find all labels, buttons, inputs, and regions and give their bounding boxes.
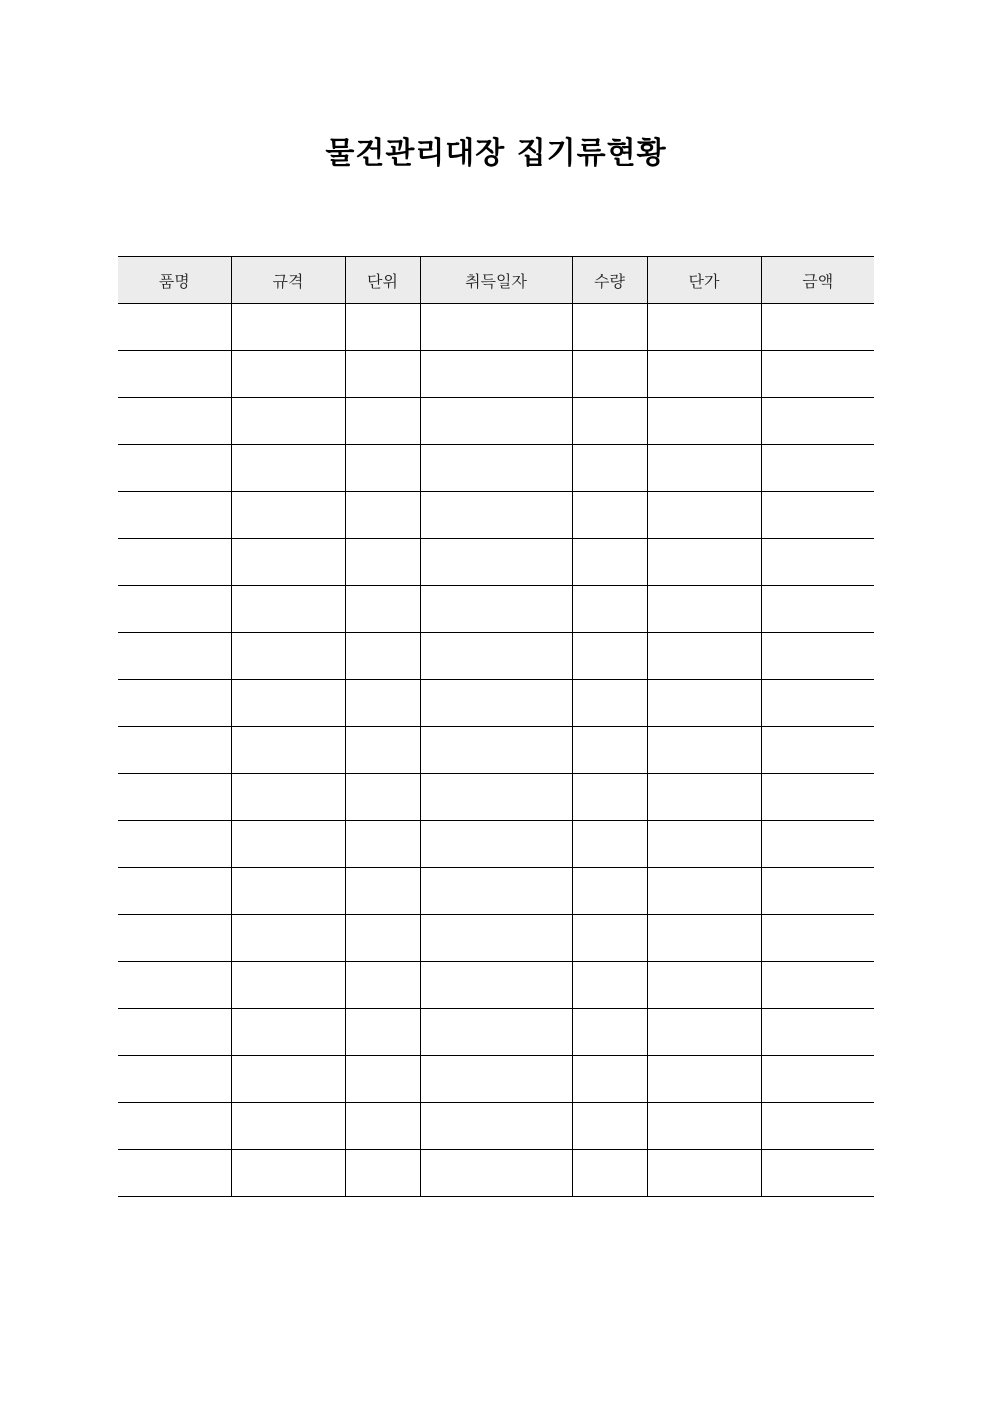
inventory-table	[118, 256, 874, 1197]
table-row	[118, 1150, 874, 1197]
table-cell-unit-price[interactable]	[647, 868, 761, 915]
table-row	[118, 821, 874, 868]
table-cell-unit[interactable]	[345, 1009, 420, 1056]
table-row	[118, 1056, 874, 1103]
table-cell-quantity[interactable]	[572, 915, 647, 962]
column-header-specification: 규격	[231, 257, 345, 304]
table-cell-amount[interactable]	[761, 868, 874, 915]
table-cell-quantity[interactable]	[572, 398, 647, 445]
column-header-quantity: 수량	[572, 257, 647, 304]
table-row	[118, 962, 874, 1009]
table-row	[118, 304, 874, 351]
table-cell-item-name[interactable]	[118, 398, 231, 445]
table-cell-amount[interactable]	[761, 539, 874, 586]
table-cell-quantity[interactable]	[572, 1150, 647, 1197]
table-cell-item-name[interactable]	[118, 1150, 231, 1197]
table-cell-item-name[interactable]	[118, 539, 231, 586]
table-cell-quantity[interactable]	[572, 539, 647, 586]
table-cell-unit[interactable]	[345, 821, 420, 868]
table-row	[118, 398, 874, 445]
table-cell-item-name[interactable]	[118, 492, 231, 539]
table-cell-acquisition-date[interactable]	[420, 868, 572, 915]
table-cell-specification[interactable]	[231, 962, 345, 1009]
table-cell-specification[interactable]	[231, 398, 345, 445]
table-cell-unit-price[interactable]	[647, 915, 761, 962]
table-cell-item-name[interactable]	[118, 727, 231, 774]
table-cell-unit-price[interactable]	[647, 1056, 761, 1103]
table-cell-unit[interactable]	[345, 633, 420, 680]
table-cell-quantity[interactable]	[572, 304, 647, 351]
table-cell-quantity[interactable]	[572, 633, 647, 680]
table-cell-acquisition-date[interactable]	[420, 821, 572, 868]
table-cell-acquisition-date[interactable]	[420, 774, 572, 821]
table-cell-quantity[interactable]	[572, 1056, 647, 1103]
table-row	[118, 727, 874, 774]
table-cell-specification[interactable]	[231, 774, 345, 821]
table-cell-unit-price[interactable]	[647, 398, 761, 445]
table-cell-specification[interactable]	[231, 868, 345, 915]
table-cell-amount[interactable]	[761, 774, 874, 821]
table-cell-unit[interactable]	[345, 774, 420, 821]
table-cell-amount[interactable]	[761, 304, 874, 351]
table-cell-specification[interactable]	[231, 586, 345, 633]
table-cell-amount[interactable]	[761, 680, 874, 727]
table-cell-unit-price[interactable]	[647, 962, 761, 1009]
table-cell-amount[interactable]	[761, 351, 874, 398]
column-header-amount: 금액	[761, 257, 874, 304]
column-header-acquisition-date: 취득일자	[420, 257, 572, 304]
table-cell-acquisition-date[interactable]	[420, 1009, 572, 1056]
table-cell-amount[interactable]	[761, 492, 874, 539]
table-cell-acquisition-date[interactable]	[420, 492, 572, 539]
table-cell-amount[interactable]	[761, 962, 874, 1009]
column-header-unit-price: 단가	[647, 257, 761, 304]
table-cell-specification[interactable]	[231, 351, 345, 398]
table-cell-quantity[interactable]	[572, 821, 647, 868]
table-cell-unit-price[interactable]	[647, 351, 761, 398]
table-row	[118, 445, 874, 492]
table-cell-unit-price[interactable]	[647, 1009, 761, 1056]
table-cell-item-name[interactable]	[118, 633, 231, 680]
table-cell-amount[interactable]	[761, 915, 874, 962]
table-cell-item-name[interactable]	[118, 1056, 231, 1103]
table-cell-amount[interactable]	[761, 1150, 874, 1197]
table-cell-acquisition-date[interactable]	[420, 304, 572, 351]
table-cell-item-name[interactable]	[118, 1103, 231, 1150]
table-cell-unit-price[interactable]	[647, 304, 761, 351]
table-cell-acquisition-date[interactable]	[420, 1103, 572, 1150]
table-cell-quantity[interactable]	[572, 774, 647, 821]
table-cell-quantity[interactable]	[572, 868, 647, 915]
table-cell-quantity[interactable]	[572, 1103, 647, 1150]
table-cell-unit-price[interactable]	[647, 633, 761, 680]
table-cell-acquisition-date[interactable]	[420, 586, 572, 633]
table-cell-specification[interactable]	[231, 304, 345, 351]
table-row	[118, 539, 874, 586]
table-row	[118, 633, 874, 680]
table-cell-specification[interactable]	[231, 633, 345, 680]
table-row	[118, 680, 874, 727]
table-cell-specification[interactable]	[231, 1009, 345, 1056]
table-cell-specification[interactable]	[231, 821, 345, 868]
table-cell-unit[interactable]	[345, 727, 420, 774]
table-cell-unit[interactable]	[345, 962, 420, 1009]
table-cell-specification[interactable]	[231, 727, 345, 774]
table-cell-unit-price[interactable]	[647, 586, 761, 633]
table-cell-amount[interactable]	[761, 398, 874, 445]
table-cell-acquisition-date[interactable]	[420, 398, 572, 445]
table-cell-amount[interactable]	[761, 633, 874, 680]
column-header-item-name: 품명	[118, 257, 231, 304]
table-cell-acquisition-date[interactable]	[420, 727, 572, 774]
table-cell-specification[interactable]	[231, 915, 345, 962]
table-cell-amount[interactable]	[761, 821, 874, 868]
table-cell-unit[interactable]	[345, 1103, 420, 1150]
table-cell-item-name[interactable]	[118, 351, 231, 398]
table-cell-quantity[interactable]	[572, 962, 647, 1009]
table-cell-item-name[interactable]	[118, 821, 231, 868]
table-row	[118, 351, 874, 398]
table-cell-specification[interactable]	[231, 1103, 345, 1150]
table-cell-acquisition-date[interactable]	[420, 1056, 572, 1103]
table-row	[118, 1009, 874, 1056]
table-row	[118, 492, 874, 539]
page-title: 물건관리대장 집기류현황	[325, 136, 667, 171]
table-cell-amount[interactable]	[761, 727, 874, 774]
table-cell-unit[interactable]	[345, 398, 420, 445]
table-cell-acquisition-date[interactable]	[420, 1150, 572, 1197]
table-cell-unit-price[interactable]	[647, 821, 761, 868]
table-row	[118, 586, 874, 633]
table-cell-item-name[interactable]	[118, 304, 231, 351]
table-cell-unit[interactable]	[345, 304, 420, 351]
table-cell-unit[interactable]	[345, 915, 420, 962]
table-cell-quantity[interactable]	[572, 727, 647, 774]
table-cell-item-name[interactable]	[118, 445, 231, 492]
table-cell-specification[interactable]	[231, 445, 345, 492]
table-cell-item-name[interactable]	[118, 586, 231, 633]
table-row	[118, 915, 874, 962]
table-cell-specification[interactable]	[231, 1056, 345, 1103]
table-cell-unit-price[interactable]	[647, 680, 761, 727]
table-cell-acquisition-date[interactable]	[420, 633, 572, 680]
table-cell-specification[interactable]	[231, 680, 345, 727]
table-cell-unit-price[interactable]	[647, 727, 761, 774]
table-cell-specification[interactable]	[231, 1150, 345, 1197]
table-cell-acquisition-date[interactable]	[420, 539, 572, 586]
table-cell-acquisition-date[interactable]	[420, 351, 572, 398]
table-body	[118, 304, 874, 1197]
table-cell-item-name[interactable]	[118, 868, 231, 915]
table-cell-item-name[interactable]	[118, 774, 231, 821]
table-cell-unit[interactable]	[345, 586, 420, 633]
table-cell-amount[interactable]	[761, 586, 874, 633]
table-cell-acquisition-date[interactable]	[420, 680, 572, 727]
table-cell-unit-price[interactable]	[647, 1103, 761, 1150]
table-row	[118, 1103, 874, 1150]
table-cell-quantity[interactable]	[572, 445, 647, 492]
table-cell-unit[interactable]	[345, 492, 420, 539]
table-row	[118, 868, 874, 915]
table-cell-unit-price[interactable]	[647, 492, 761, 539]
table-cell-amount[interactable]	[761, 1009, 874, 1056]
table-cell-quantity[interactable]	[572, 680, 647, 727]
table-cell-unit[interactable]	[345, 351, 420, 398]
table-cell-quantity[interactable]	[572, 351, 647, 398]
table-cell-acquisition-date[interactable]	[420, 962, 572, 1009]
table-cell-specification[interactable]	[231, 492, 345, 539]
table-cell-unit-price[interactable]	[647, 774, 761, 821]
table-header-row	[118, 257, 874, 304]
table-cell-unit[interactable]	[345, 868, 420, 915]
table-cell-unit[interactable]	[345, 445, 420, 492]
column-header-unit: 단위	[345, 257, 420, 304]
table-cell-item-name[interactable]	[118, 680, 231, 727]
table-cell-item-name[interactable]	[118, 1009, 231, 1056]
table-cell-item-name[interactable]	[118, 915, 231, 962]
table-cell-unit[interactable]	[345, 1056, 420, 1103]
table-cell-quantity[interactable]	[572, 1009, 647, 1056]
table-cell-acquisition-date[interactable]	[420, 445, 572, 492]
table-cell-unit[interactable]	[345, 539, 420, 586]
table-cell-unit[interactable]	[345, 1150, 420, 1197]
table-cell-amount[interactable]	[761, 1056, 874, 1103]
table-cell-amount[interactable]	[761, 445, 874, 492]
table-cell-quantity[interactable]	[572, 586, 647, 633]
table-cell-unit-price[interactable]	[647, 539, 761, 586]
table-cell-quantity[interactable]	[572, 492, 647, 539]
table-cell-item-name[interactable]	[118, 962, 231, 1009]
table-cell-amount[interactable]	[761, 1103, 874, 1150]
table-row	[118, 774, 874, 821]
table-cell-unit-price[interactable]	[647, 1150, 761, 1197]
table-cell-unit-price[interactable]	[647, 445, 761, 492]
table-cell-acquisition-date[interactable]	[420, 915, 572, 962]
table-cell-specification[interactable]	[231, 539, 345, 586]
table-cell-unit[interactable]	[345, 680, 420, 727]
